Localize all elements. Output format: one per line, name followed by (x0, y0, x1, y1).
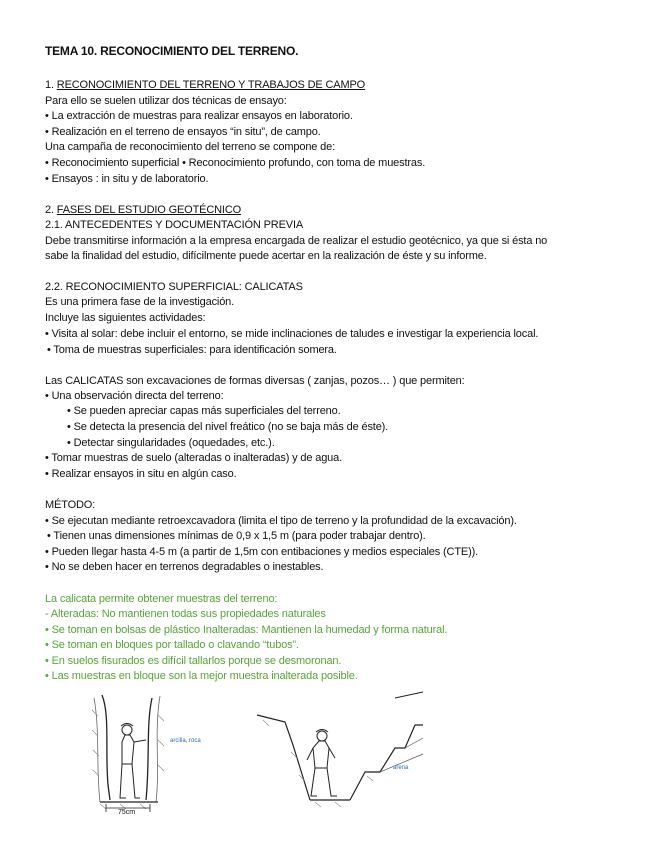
bullet-item: • Reconocimiento superficial • Reconocimiento profundo, con toma de muestras. (45, 157, 426, 169)
green-item: • Las muestras en bloque son la mejor muestra inalterada posible. (45, 670, 358, 682)
green-item: • Se toman en bolsas de plástico Inalteradas: Mantienen la humedad y forma natural. (45, 624, 448, 636)
worker-figure (307, 730, 337, 797)
paragraph-line: Debe transmitirse información a la empresa encargada de realizar el estudio geotécnico, ya que si ésta no (45, 235, 548, 247)
subsection-2-2-heading: 2.2. RECONOCIMIENTO SUPERFICIAL: CALICATAS (45, 281, 303, 293)
section-1-number: 1. (45, 79, 57, 91)
bullet-item: • Visita al solar: debe incluir el entorno, se mide inclinaciones de taludes e investigar la experiencia local. (45, 328, 539, 340)
green-item: - Alteradas: No mantienen todas sus propiedades naturales (45, 608, 326, 620)
bullet-item: • Tomar muestras de suelo (alteradas o inalteradas) y de agua. (45, 452, 343, 464)
paragraph-line: Una campaña de reconocimiento del terreno se compone de: (45, 141, 336, 153)
bullet-item: • La extracción de muestras para realizar ensayos en laboratorio. (45, 110, 353, 122)
bullet-item: • No se deben hacer en terrenos degradables o inestables. (45, 561, 324, 573)
subsection-2-1-heading: 2.1. ANTECEDENTES Y DOCUMENTACIÓN PREVIA (45, 219, 304, 231)
sub-bullet-item: • Detectar singularidades (oquedades, etc.). (67, 437, 275, 449)
green-paragraph-line: La calicata permite obtener muestras del terreno: (45, 593, 278, 605)
sub-bullet-item: • Se detecta la presencia del nivel freático (no se baja más de éste). (67, 421, 389, 433)
trench-left-wall-outer (94, 698, 100, 802)
bullet-item: • Tienen unas dimensiones mínimas de 0,9 x 1,5 m (para poder trabajar dentro). (47, 530, 426, 542)
trench-left-wall (102, 695, 110, 800)
stepped-excavation-illustration (255, 690, 425, 810)
document-title: TEMA 10. RECONOCIMIENTO DEL TERRENO. (45, 44, 299, 58)
bullet-item: • Realizar ensayos in situ en algún caso. (45, 468, 237, 480)
right-slope-top (395, 692, 423, 698)
green-item: • En suelos fisurados es difícil tallarlos porque se desmoronan. (45, 655, 342, 667)
metodo-heading: MÉTODO: (45, 499, 96, 511)
worker-figure (120, 724, 146, 799)
bullet-item: • Una observación directa del terreno: (45, 390, 224, 402)
section-2-number: 2. (45, 204, 57, 216)
trench-right-wall (146, 698, 152, 800)
section-1-title: RECONOCIMIENTO DEL TERRENO Y TRABAJOS DE CAMPO (56, 79, 366, 91)
bullet-item: • Ensayos : in situ y de laboratorio. (45, 173, 209, 185)
soil-type-label-sand: arena (393, 765, 409, 771)
green-item: • Se toman en bloques por tallado o clavando “tubos”. (45, 639, 299, 651)
bullet-item: • Toma de muestras superficiales: para identificación somera. (47, 344, 337, 356)
trench-pit-illustration (80, 690, 255, 815)
paragraph-line: Para ello se suelen utilizar dos técnicas de ensayo: (45, 95, 287, 107)
section-2-heading (45, 204, 241, 217)
sub-bullet-item: • Se pueden apreciar capas más superficiales del terreno. (67, 405, 341, 417)
section-1-heading (45, 79, 365, 92)
paragraph-line: sabe la finalidad del estudio, difícilmente puede acertar en la realización de éste y su informe. (45, 250, 487, 262)
stepped-right-side (350, 725, 423, 800)
bullet-item: • Realización en el terreno de ensayos “in situ”, de campo. (45, 126, 321, 138)
bullet-item: • Pueden llegar hasta 4-5 m (a partir de 1,5m con entibaciones y medios especiales (CTE)). (45, 546, 479, 558)
paragraph-line: Las CALICATAS son excavaciones de formas diversas ( zanjas, pozos… ) que permiten: (45, 375, 465, 387)
trench-right-wall-outer (156, 696, 160, 802)
width-dimension-label: 75cm (118, 809, 136, 815)
soil-type-label-clay: arcilla, roca (170, 738, 201, 744)
left-slope (257, 715, 310, 800)
bullet-item: • Se ejecutan mediante retroexcavadora (limita el tipo de terreno y la profundidad de la excavación). (45, 515, 517, 527)
paragraph-line: Es una primera fase de la investigación. (45, 296, 235, 308)
paragraph-line: Incluye las siguientes actividades: (45, 312, 206, 324)
section-2-title: FASES DEL ESTUDIO GEOTÉCNICO (56, 204, 242, 216)
